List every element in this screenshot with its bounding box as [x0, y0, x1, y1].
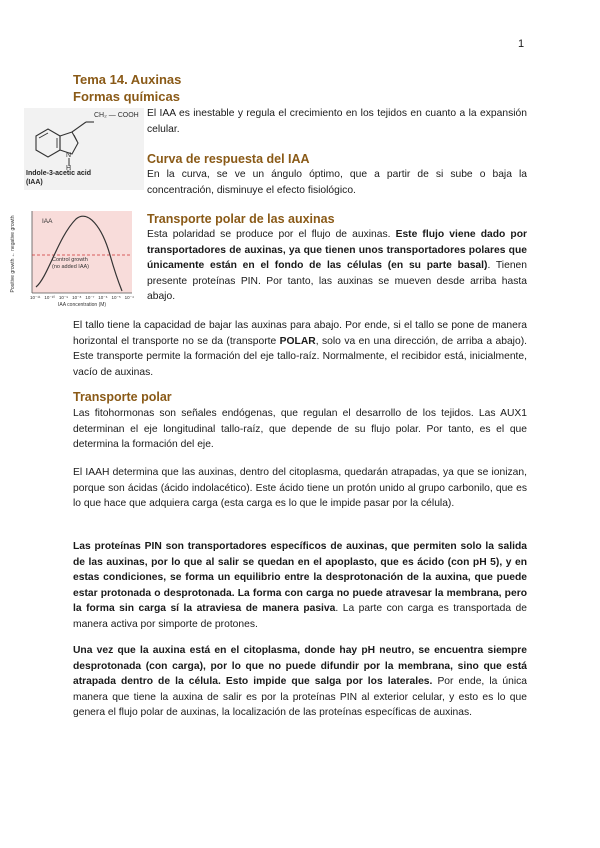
transporte-polar-p4 [73, 643, 527, 721]
iaa-caption-line1: Indole-3-acetic acid [26, 170, 91, 177]
text-run: . La parte con carga es transportada de manera activa por simporte de protones. [73, 603, 527, 630]
transporte-polar-p2: El IAAH determina que las auxinas, dentro del citoplasma, quedarán atrapadas, ya que se ionizan, porque son ácidas (ácido indolacético). Este ácido tiene un protón unido al grupo carbonilo, que es lo que hace que adquiera carga (esta carga es lo que le impide pasar por la célula). [73, 467, 527, 509]
transporte-polar-auxinas-p1 [147, 227, 527, 305]
x-tick: 10⁻¹⁰ [44, 295, 55, 300]
transporte-polar-auxinas-p2 [73, 318, 527, 380]
curve-label: IAA [42, 218, 53, 225]
x-tick: 10⁻¹¹ [30, 295, 41, 300]
transporte-polar-heading: Transporte polar [73, 390, 172, 404]
page-subtitle: Formas químicas [73, 89, 180, 104]
iaa-n-label: N [66, 152, 72, 159]
text-run: , solo va en una dirección, de arriba a abajo). Este transporte permite la formación del eje tallo-raíz. Normalmente, el recibidor está, inicialmente, vacío de auxinas. [73, 335, 527, 378]
x-tick: 10⁻⁹ [58, 295, 69, 300]
curve-ylabel: Positive growth ← negative growth [10, 215, 16, 293]
x-tick: 10⁻⁵ [111, 295, 121, 300]
text-run-bold: Este flujo viene dado por transportadores de auxinas, ya que tienen unos transportadores polares que únicamente están en el fondo de las células (en su parte basal) [147, 229, 527, 271]
transporte-polar-auxinas-heading: Transporte polar de las auxinas [147, 212, 335, 226]
transporte-polar-p1: Las fitohormonas son señales endógenas, que regulan el desarrollo de los tejidos. Las AUX1 determinan el eje longitudinal tallo-raíz, que depende de su flujo polar. Por tanto, es el que determina la formación del eje. [73, 408, 527, 450]
text-run: . Tienen presente proteínas PIN. Por tanto, las auxinas se mueven desde arriba hasta abajo. [147, 260, 528, 302]
control-label-line2: (no added IAA) [52, 264, 89, 270]
x-tick: 10⁻⁸ [72, 295, 82, 300]
text-run: El tallo tiene la capacidad de bajar las auxinas para abajo. Por ende, si el tallo se pone de manera horizontal el transporte no se da (transporte [73, 320, 527, 347]
iaa-caption-line2: (IAA) [26, 179, 43, 186]
x-tick: 10⁻⁷ [85, 295, 95, 300]
curve-xlabel: IAA concentration (M) [58, 302, 107, 308]
iaa-response-curve-figure [6, 207, 134, 309]
curve-x-ticks [30, 295, 134, 301]
curva-paragraph: En la curva, se ve un ángulo óptimo, que a partir de si sube o baja la concentración, disminuye el efecto fisiológico. [147, 169, 527, 196]
intro-paragraph: El IAA es inestable y regula el crecimiento en los tejidos en cuanto a la expansión celular. [147, 108, 527, 135]
iaa-chain-label: CH₂ — COOH [94, 112, 139, 119]
iaa-structure-figure [24, 108, 144, 190]
curva-heading: Curva de respuesta del IAA [147, 152, 310, 166]
transporte-polar-p3 [73, 539, 527, 632]
page-title: Tema 14. Auxinas [73, 72, 182, 87]
text-run: Esta polaridad se produce por el flujo de auxinas. [147, 229, 396, 240]
text-run-bold: POLAR [279, 335, 316, 347]
x-tick: 10⁻⁶ [98, 295, 108, 300]
page-number: 1 [518, 38, 525, 50]
text-run-bold: Una vez que la auxina está en el citoplasma, donde hay pH neutro, se encuentra siempre desprotonada (con carga), por lo que no puede difundir por la membrana, sino que está atrapada dentro de la célula. Esto impide que salga por los laterales. [73, 645, 527, 687]
iaa-h-label: H [66, 165, 72, 172]
iaa-structure-drawing [24, 108, 144, 190]
control-label-line1: Control growth [52, 257, 88, 263]
text-run-bold: Las proteínas PIN son transportadores específicos de auxinas, que permiten solo la salida de las auxinas, por lo que al salir se quedan en el apoplasto, que es ácido (con pH 5), y en estas condiciones, se forma un equilibrio entre la desprotonación de la auxina, que puede estar protonada o desprotonada. La forma con carga no puede atravesar la membrana, pero la forma sin carga sí la atraviesa de manera pasiva [73, 541, 527, 614]
x-tick: 10⁻⁴ [124, 295, 134, 300]
text-run: Por ende, la única manera que tiene la auxina de salir es por la proteínas PIN al exterior celular, y esto es lo que genera el flujo polar de auxinas, la localización de las proteínas específicas de auxinas. [73, 676, 528, 718]
